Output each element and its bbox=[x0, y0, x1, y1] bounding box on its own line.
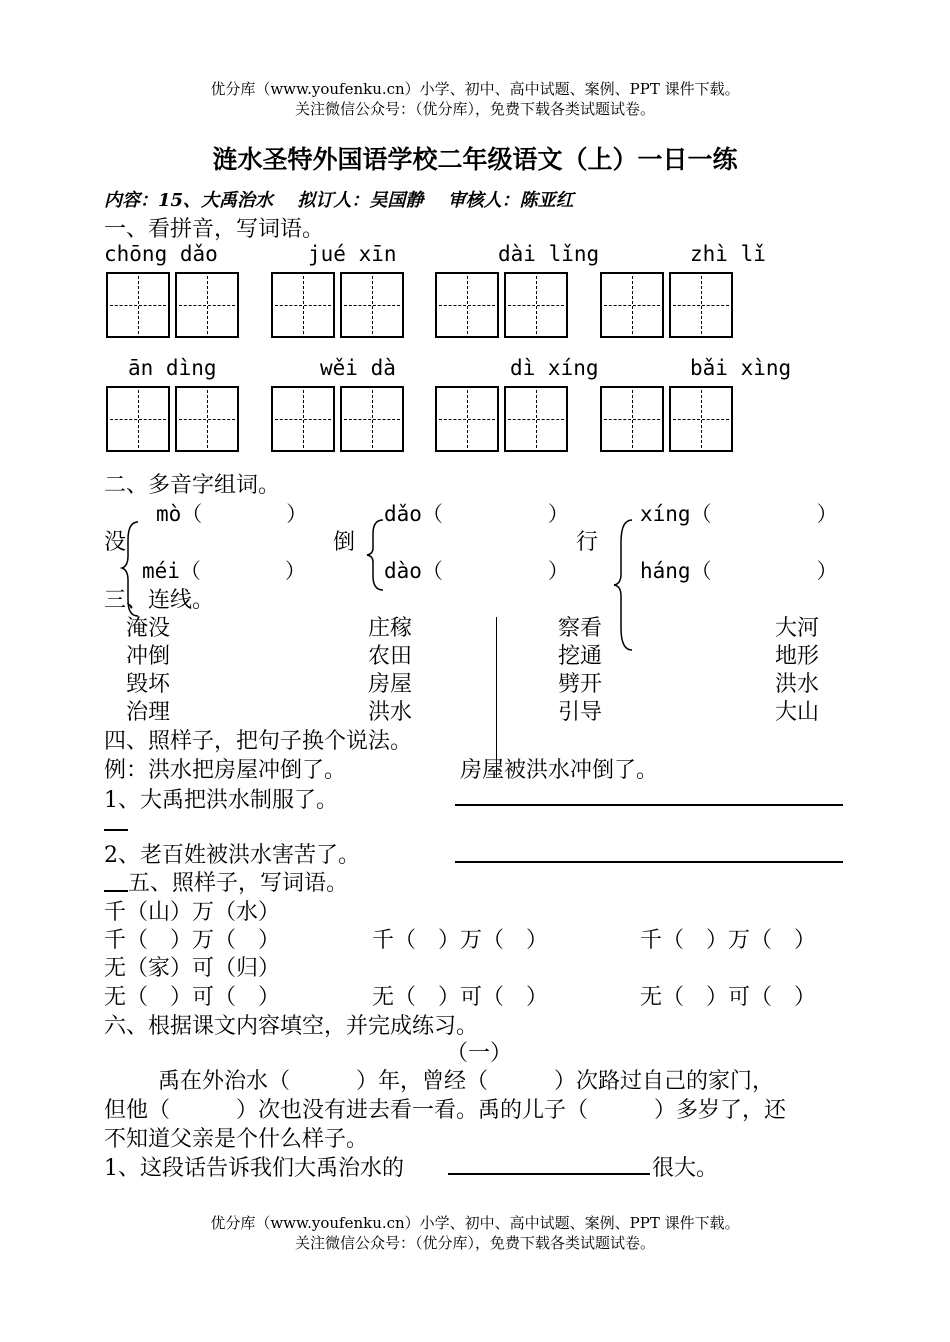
idiom-blank[interactable]: 无（ ）可（ ） bbox=[104, 985, 281, 1010]
answer-line-tail bbox=[104, 874, 128, 892]
match-word[interactable]: 大山 bbox=[775, 700, 820, 725]
match-word[interactable]: 庄稼 bbox=[368, 616, 413, 641]
writing-box[interactable] bbox=[435, 272, 499, 338]
example-sentence: 例：洪水把房屋冲倒了。 bbox=[104, 758, 347, 783]
writing-box[interactable] bbox=[504, 386, 568, 452]
pinyin-4: zhì lǐ bbox=[690, 242, 766, 266]
match-word[interactable]: 毁坏 bbox=[126, 672, 171, 697]
pinyin-7: dì xíng bbox=[510, 356, 599, 380]
match-word[interactable]: 洪水 bbox=[368, 700, 413, 725]
footer-line-2: 关注微信公众号：（优分库），免费下载各类试题试卷。 bbox=[294, 1234, 655, 1252]
writing-box[interactable] bbox=[271, 272, 335, 338]
writing-box[interactable] bbox=[175, 272, 239, 338]
section-5-heading: 五、照样子，写词语。 bbox=[128, 871, 349, 896]
match-word[interactable]: 治理 bbox=[126, 700, 171, 725]
header-line-2: 关注微信公众号：（优分库），免费下载各类试题试卷。 bbox=[294, 100, 655, 118]
match-word[interactable]: 大河 bbox=[775, 616, 820, 641]
answer-line-tail bbox=[104, 813, 128, 831]
passage-line-2: 但他（ ）次也没有进去看一看。禹的儿子（ ）多岁了，还 bbox=[104, 1098, 787, 1123]
polyphone-char-1: 没 bbox=[104, 530, 127, 555]
polyphone-bottom-1: méi（ ） bbox=[142, 559, 306, 583]
match-word[interactable]: 淹没 bbox=[126, 616, 171, 641]
match-word[interactable]: 察看 bbox=[558, 616, 603, 641]
question-4-1: 1、大禹把洪水制服了。 bbox=[104, 788, 338, 813]
idiom-blank[interactable]: 千（ ）万（ ） bbox=[372, 928, 549, 953]
page-title: 涟水圣特外国语学校二年级语文（上）一日一练 bbox=[212, 145, 738, 174]
writing-box[interactable] bbox=[340, 386, 404, 452]
meta-info: 内容：15、大禹治水 拟订人：吴国静 审核人：陈亚红 bbox=[104, 190, 574, 211]
pinyin-1: chōng dǎo bbox=[104, 242, 218, 266]
subsection-label: （一） bbox=[446, 1041, 513, 1066]
polyphone-char-2: 倒 bbox=[333, 530, 356, 555]
question-4-2: 2、老百姓被洪水害苦了。 bbox=[104, 843, 360, 868]
answer-line[interactable] bbox=[448, 1155, 650, 1175]
pinyin-6: wěi dà bbox=[320, 356, 396, 380]
section-2-heading: 二、多音字组词。 bbox=[104, 473, 281, 498]
header-line-1: 优分库（www.youfenku.cn）小学、初中、高中试题、案例、PPT 课件下载。 bbox=[210, 80, 740, 98]
passage-line-1: 禹在外治水（ ）年，曾经（ ）次路过自己的家门， bbox=[158, 1069, 775, 1094]
polyphone-top-3: xíng（ ） bbox=[640, 502, 838, 526]
match-word[interactable]: 房屋 bbox=[368, 672, 413, 697]
match-word[interactable]: 洪水 bbox=[775, 672, 820, 697]
writing-box[interactable] bbox=[435, 386, 499, 452]
section-3-heading: 三、连线。 bbox=[104, 588, 215, 613]
match-word[interactable]: 农田 bbox=[368, 644, 413, 669]
polyphone-bottom-3: háng（ ） bbox=[640, 559, 838, 583]
writing-box[interactable] bbox=[600, 386, 664, 452]
question-6-1-end: 很大。 bbox=[652, 1156, 719, 1181]
passage-line-3: 不知道父亲是个什么样子。 bbox=[104, 1127, 369, 1152]
pinyin-3: dài lǐng bbox=[498, 242, 600, 266]
match-word[interactable]: 劈开 bbox=[558, 672, 603, 697]
idiom-blank[interactable]: 千（ ）万（ ） bbox=[104, 928, 281, 953]
writing-box[interactable] bbox=[340, 272, 404, 338]
question-6-1: 1、这段话告诉我们大禹治水的 bbox=[104, 1156, 404, 1181]
writing-box[interactable] bbox=[504, 272, 568, 338]
brace-2 bbox=[365, 518, 387, 592]
idiom-blank[interactable]: 千（ ）万（ ） bbox=[640, 928, 817, 953]
example-answer: 房屋被洪水冲倒了。 bbox=[460, 758, 659, 783]
writing-box[interactable] bbox=[175, 386, 239, 452]
section-6-heading: 六、根据课文内容填空，并完成练习。 bbox=[104, 1014, 479, 1039]
idiom-example-1: 千（山）万（水） bbox=[104, 900, 281, 925]
polyphone-bottom-2: dào（ ） bbox=[384, 559, 569, 583]
pinyin-5: ān dìng bbox=[128, 356, 217, 380]
match-word[interactable]: 引导 bbox=[558, 700, 603, 725]
writing-box[interactable] bbox=[106, 386, 170, 452]
match-word[interactable]: 挖通 bbox=[558, 644, 603, 669]
answer-line[interactable] bbox=[455, 786, 843, 806]
answer-line[interactable] bbox=[455, 843, 843, 863]
writing-box[interactable] bbox=[271, 386, 335, 452]
writing-box[interactable] bbox=[106, 272, 170, 338]
writing-box[interactable] bbox=[669, 386, 733, 452]
brace-3 bbox=[612, 518, 636, 652]
polyphone-top-1: mò（ ） bbox=[156, 502, 308, 526]
idiom-blank[interactable]: 无（ ）可（ ） bbox=[640, 985, 817, 1010]
polyphone-char-3: 行 bbox=[576, 530, 599, 555]
section-1-heading: 一、看拼音，写词语。 bbox=[104, 217, 325, 242]
section-4-heading: 四、照样子，把句子换个说法。 bbox=[104, 729, 413, 754]
polyphone-top-2: dǎo（ ） bbox=[384, 502, 569, 526]
idiom-blank[interactable]: 无（ ）可（ ） bbox=[372, 985, 549, 1010]
match-word[interactable]: 冲倒 bbox=[126, 644, 171, 669]
pinyin-2: jué xīn bbox=[308, 242, 397, 266]
writing-box[interactable] bbox=[669, 272, 733, 338]
footer-line-1: 优分库（www.youfenku.cn）小学、初中、高中试题、案例、PPT 课件下载。 bbox=[210, 1214, 740, 1232]
writing-box[interactable] bbox=[600, 272, 664, 338]
pinyin-8: bǎi xìng bbox=[690, 356, 792, 380]
idiom-example-2: 无（家）可（归） bbox=[104, 956, 281, 981]
match-word[interactable]: 地形 bbox=[775, 644, 820, 669]
